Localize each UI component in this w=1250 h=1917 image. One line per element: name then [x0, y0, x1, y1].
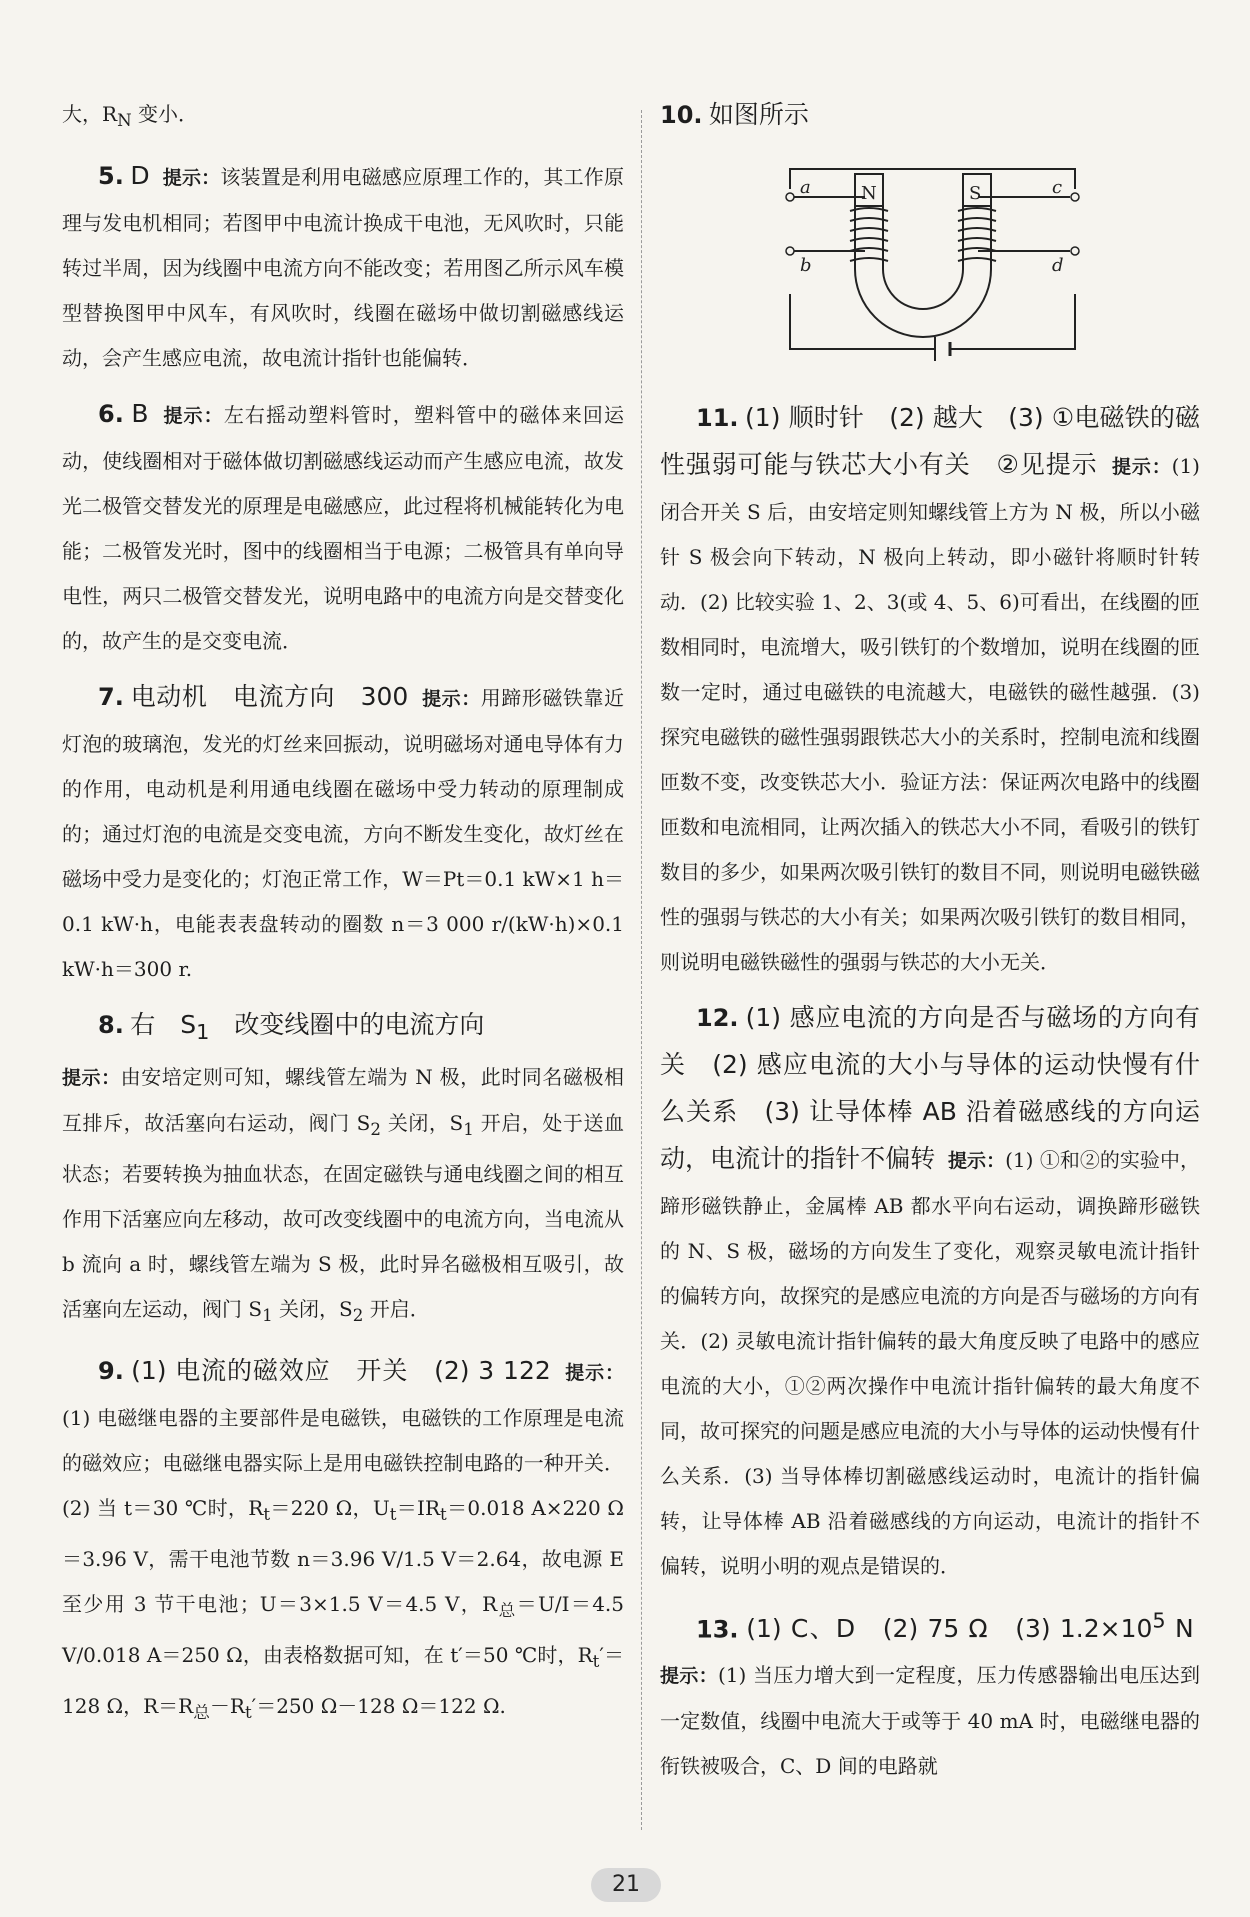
q10-text: 如图所示: [708, 100, 809, 129]
circuit-wire-top: [790, 169, 1075, 189]
question-5: [62, 153, 624, 381]
question-11: [660, 395, 1200, 985]
q11-hint-label: 提示：: [1111, 456, 1172, 478]
terminal-b: [786, 247, 794, 255]
q13-hint-label: 提示：: [660, 1665, 718, 1688]
q8-hint-label: 提示：: [62, 1067, 121, 1089]
q6-answer: B: [131, 399, 149, 428]
right-column: [660, 92, 1200, 1799]
circuit-wire-bottom-right: [950, 294, 1075, 349]
q9-answer: (1) 电流的磁效应 开关 (2) 3 122: [131, 1356, 551, 1385]
q12-answer: (1) 感应电流的方向是否与磁场的方向有关 (2) 感应电流的大小与导体的运动快慢有什么关系 (3) 让导体棒 AB 沿着磁感线的方向运动，电流计的指针不偏转: [660, 1003, 1200, 1173]
label-N: N: [861, 183, 877, 204]
terminal-d: [1071, 247, 1079, 255]
q7-number: 7.: [98, 683, 124, 711]
q11-number: 11.: [696, 404, 739, 432]
q12-number: 12.: [696, 1004, 739, 1032]
q13-number: 13.: [696, 1615, 739, 1644]
question-13: [660, 1599, 1200, 1789]
q5-hint-text: 该装置是利用电磁感应原理工作的，其工作原理与发电机相同；若图甲中电流计换成干电池，无风吹时，只能转过半周，因为线圈中电流方向不能改变；若用图乙所示风车模型替换图甲中风车，有风吹时，线圈在磁场中做切割磁感线运动，会产生感应电流，故电流计指针也能偏转．: [62, 165, 625, 370]
label-a: a: [800, 177, 811, 198]
page-number: 21: [612, 1872, 640, 1897]
question-6: [62, 391, 624, 664]
label-b: b: [800, 255, 812, 276]
q9-number: 9.: [98, 1357, 124, 1385]
label-S: S: [969, 183, 982, 204]
q10-number: 10.: [660, 101, 703, 129]
q12-hint-label: 提示：: [948, 1150, 1006, 1172]
q8-number: 8.: [98, 1011, 124, 1039]
q8-hint-text: 由安培定则可知，螺线管左端为 N 极，此时同名磁极相互排斥，故活塞向右运动，阀门 $S_2$ 关闭，$S_1$ 开启，处于送血状态；若要转换为抽血状态，在固定磁铁与通电线圈之间的相互作用下活塞应向左移动，故可改变线圈中的电流方向，当电流从 b 流向 a 时，螺线管左端为 S 极，此时异名磁极相互吸引，故活塞向左运动，阀门 $S_1$ 关闭，$S_2$ 开启．: [62, 1065, 625, 1325]
question-10: [660, 92, 1200, 139]
electromagnet-circuit-diagram: [660, 149, 1200, 379]
q9-hint-label: 提示：: [565, 1362, 624, 1384]
q5-hint-label: 提示：: [162, 167, 221, 189]
label-c: c: [1052, 177, 1063, 198]
q7-hint-label: 提示：: [422, 688, 481, 710]
q6-number: 6.: [98, 400, 124, 428]
label-d: d: [1052, 255, 1064, 276]
q8-answer: 右 $S_1$ 改变线圈中的电流方向: [130, 1010, 485, 1044]
question-9: [62, 1348, 624, 1735]
left-column: [62, 92, 624, 1745]
q13-answer: (1) C、D (2) 75 Ω (3) $1.2\times 10^5$ N: [746, 1609, 1194, 1644]
q7-answer: 电动机 电流方向 300: [130, 682, 409, 711]
terminal-c: [1071, 193, 1079, 201]
q6-hint-label: 提示：: [163, 405, 224, 427]
q6-hint-text: 左右摇动塑料管时，塑料管中的磁体来回运动，使线圈相对于磁体做切割磁感线运动而产生感应电流，故发光二极管交替发光的原理是电磁感应，此过程将机械能转化为电能；二极管发光时，图中的线圈相当于电源；二极管具有单向导电性，两只二极管交替发光，说明电路中的电流方向是交替变化的，故产生的是交变电流．: [62, 403, 625, 653]
q5-answer: D: [130, 161, 150, 190]
column-divider: [641, 110, 642, 1830]
q13-hint-text: (1) 当压力增大到一定程度，压力传感器输出电压达到一定数值，线圈中电流大于或等于 40 mA 时，电磁继电器的衔铁被吸合，C、D 间的电路就: [660, 1663, 1200, 1779]
question-7: [62, 674, 624, 992]
question-12: [660, 995, 1200, 1589]
q9-hint-text: (1) 电磁继电器的主要部件是电磁铁，电磁铁的工作原理是电流的磁效应；电磁继电器实际上是用电磁铁控制电路的一种开关．(2) 当 t＝30 ℃时，$R_t=220$ Ω，$U_t=IR_t=0.018$ A×220 Ω＝3.96 V，需干电池节数 n＝3.96 V/1.5 V＝2.64，故电源 E 至少用 3 节干电池；U＝3×1.5 V＝4.5 V，$R_总=U/I=4.5$ V/0.018 A＝250 Ω，由表格数据可知，在 t′＝50 ℃时，$R_t'=128$ Ω，$R=R_总-R_t'=250$ Ω－128 Ω＝122 Ω.: [62, 1406, 624, 1722]
q4-continuation: 大，$R_N$ 变小．: [62, 102, 198, 130]
q12-hint-text: (1) ①和②的实验中，蹄形磁铁静止，金属棒 AB 都水平向右运动，调换蹄形磁铁的 N、S 极，磁场的方向发生了变化，观察灵敏电流计指针的偏转方向，故探究的是感应电流的方向是否与磁场的方向有关．(2) 灵敏电流计指针偏转的最大角度反映了电路中的感应电流的大小，①②两次操作中电流计指针偏转的最大角度不同，故可探究的问题是感应电流的大小与导体的运动快慢有什么关系．(3) 当导体棒切割磁感线运动时，电流计的指针偏转，让导体棒 AB 沿着磁感线的方向运动，电流计的指针不偏转，说明小明的观点是错误的．: [660, 1148, 1200, 1578]
page-number-badge: [591, 1868, 661, 1902]
question-8: [62, 1002, 624, 1338]
q11-answer: (1) 顺时针 (2) 越大 (3) ①电磁铁的磁性强弱可能与铁芯大小有关 ②见提示: [660, 403, 1200, 479]
q7-hint-text: 用蹄形磁铁靠近灯泡的玻璃泡，发光的灯丝来回振动，说明磁场对通电导体有力的作用，电动机是利用通电线圈在磁场中受力转动的原理制成的；通过灯泡的电流是交变电流，方向不断发生变化，故灯丝在磁场中受力是变化的；灯泡正常工作，W＝Pt＝0.1 kW×1 h＝0.1 kW·h，电能表表盘转动的圈数 n＝3 000 r/(kW·h)×0.1 kW·h＝300 r.: [62, 686, 624, 981]
q5-number: 5.: [98, 162, 124, 190]
terminal-a: [786, 193, 794, 201]
q11-hint-text: (1) 闭合开关 S 后，由安培定则知螺线管上方为 N 极，所以小磁针 S 极会向下转动，N 极向上转动，即小磁针将顺时针转动．(2) 比较实验 1、2、3(或 4、5、6)可看出，在线圈的匝数相同时，电流增大，吸引铁钉的个数增加，说明在线圈的匝数一定时，通过电磁铁的电流越大，电磁铁的磁性越强．(3) 探究电磁铁的磁性强弱跟铁芯大小的关系时，控制电流和线圈匝数不变，改变铁芯大小．验证方法：保证两次电路中的线圈匝数和电流相同，让两次插入的铁芯大小不同，看吸引的铁钉数目的多少，如果两次吸引铁钉的数目不同，则说明电磁铁磁性的强弱与铁芯的大小有关；如果两次吸引铁钉的数目相同，则说明电磁铁磁性的强弱与铁芯的大小无关．: [660, 454, 1200, 974]
